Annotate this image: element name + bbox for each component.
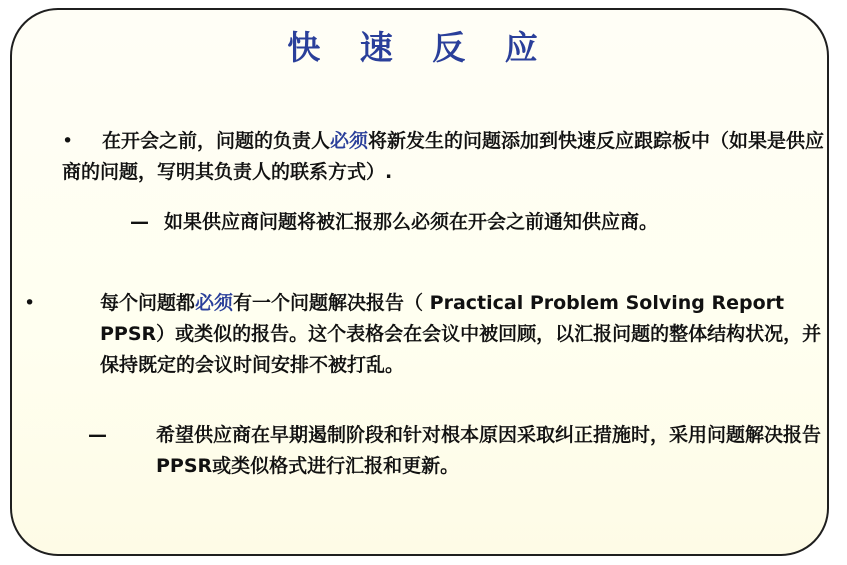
dash-icon: — <box>88 424 107 446</box>
point1-text-post: 将新发生的问题添加到快速反应跟踪板中（如果是供应商的问题，写明其负责人的联系方式）. <box>62 130 825 183</box>
bullet-point-1 <box>62 126 832 188</box>
bullet-icon: • <box>62 130 74 152</box>
point2-text-post: 有一个问题解决报告（ Practical Problem Solving Report PPSR）或类似的报告。这个表格会在会议中被回顾，以汇报问题的整体结构状况，并保持既定的会议时间安排不被打乱。 <box>100 292 822 376</box>
point2-highlight: 必须 <box>195 292 234 314</box>
sub-point-2 <box>88 420 846 482</box>
dash-icon: — <box>130 211 149 233</box>
bullet-icon: • <box>24 292 36 314</box>
slide-title: 快 速 反 应 <box>287 28 552 67</box>
point2-text-pre: 每个问题都 <box>100 292 196 314</box>
sub-point-1 <box>130 207 820 238</box>
bullet-point-2 <box>24 288 840 381</box>
slide-frame <box>10 8 829 556</box>
sub2-text: 希望供应商在早期遏制阶段和针对根本原因采取纠正措施时，采用问题解决报告PPSR或类似格式进行汇报和更新。 <box>156 424 822 477</box>
point1-highlight: 必须 <box>330 130 369 152</box>
point1-text-pre: 在开会之前，问题的负责人 <box>102 130 331 152</box>
sub1-text: 如果供应商问题将被汇报那么必须在开会之前通知供应商。 <box>164 211 659 233</box>
